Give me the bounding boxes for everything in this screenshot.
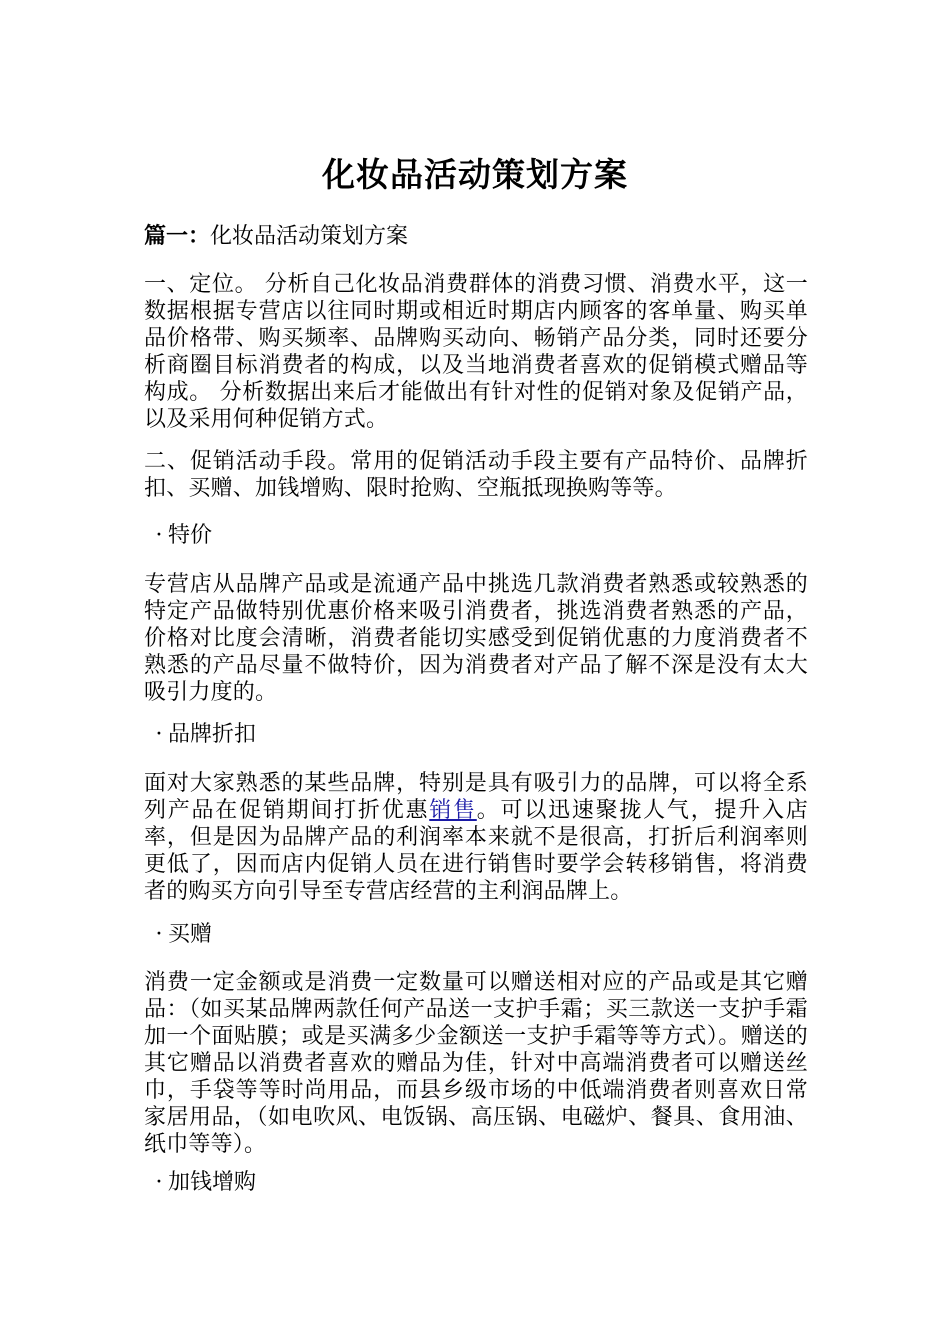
document-title: 化妆品活动策划方案 [322, 155, 628, 194]
bullet-gift-with-purchase [150, 920, 212, 950]
bullet-dot: · [155, 922, 163, 947]
bullet-label: 加钱增购 [168, 1170, 257, 1195]
document-subtitle [144, 221, 408, 252]
paragraph-promotion-methods: 二、促销活动手段。常用的促销活动手段主要有产品特价、品牌折扣、买赠、加钱增购、限时抢购、空瓶抵现换购等等。 [144, 449, 808, 501]
bullet-label: 特价 [168, 523, 213, 548]
bullet-special-price [150, 521, 212, 551]
bullet-dot: · [155, 523, 163, 548]
bullet-label: 品牌折扣 [168, 722, 257, 747]
bullet-add-on-purchase [150, 1168, 256, 1198]
bullet-brand-discount [150, 720, 256, 750]
subtitle-lead: 篇一： [144, 223, 211, 249]
paragraph-brand-discount [144, 770, 808, 905]
paragraph-text-before-link: 面对大家熟悉的某些品牌，特别是具有吸引力的品牌，可以将全系列产品在促销期间打折优惠 [144, 771, 808, 823]
bullet-label: 买赠 [168, 922, 213, 947]
subtitle-text: 化妆品活动策划方案 [210, 224, 409, 249]
paragraph-gift-with-purchase: 消费一定金额或是消费一定数量可以赠送相对应的产品或是其它赠品：（如买某品牌两款任何产品送一支护手霜；买三款送一支护手霜加一个面贴膜；或是买满多少金额送一支护手霜等等方式）。赠送的其它赠品以消费者喜欢的赠品为佳，针对中高端消费者可以赠送丝巾，手袋等等时尚用品，而县乡级市场的中低端消费者则喜欢日常家居用品，（如电吹风、电饭锅、高压锅、电磁炉、餐具、食用油、纸巾等等）。 [144, 970, 808, 1157]
paragraph-special-price: 专营店从品牌产品或是流通产品中挑选几款消费者熟悉或较熟悉的特定产品做特别优惠价格来吸引消费者，挑选消费者熟悉的产品，价格对比度会清晰，消费者能切实感受到促销优惠的力度消费者不熟悉的产品尽量不做特价，因为消费者对产品了解不深是没有太大吸引力度的。 [144, 572, 808, 705]
paragraph-text-after-link: 。可以迅速聚拢人气，提升入店率，但是因为品牌产品的利润率本来就不是很高，打折后利润率则更低了，因而店内促销人员在进行销售时要学会转移销售，将消费者的购买方向引导至专营店经营的主利润品牌上。 [144, 798, 808, 904]
bullet-dot: · [155, 1170, 163, 1195]
sales-link[interactable]: 销售 [429, 798, 477, 823]
paragraph-positioning: 一、定位。 分析自己化妆品消费群体的消费习惯、消费水平，这一数据根据专营店以往同时期或相近时期店内顾客的客单量、购买单品价格带、购买频率、品牌购买动向、畅销产品分类，同时还要分析商圈目标消费者的构成，以及当地消费者喜欢的促销模式赠品等构成。 分析数据出来后才能做出有针对性的促销对象及促销产品，以及采用何种促销方式。 [144, 272, 808, 432]
bullet-dot: · [155, 722, 163, 747]
